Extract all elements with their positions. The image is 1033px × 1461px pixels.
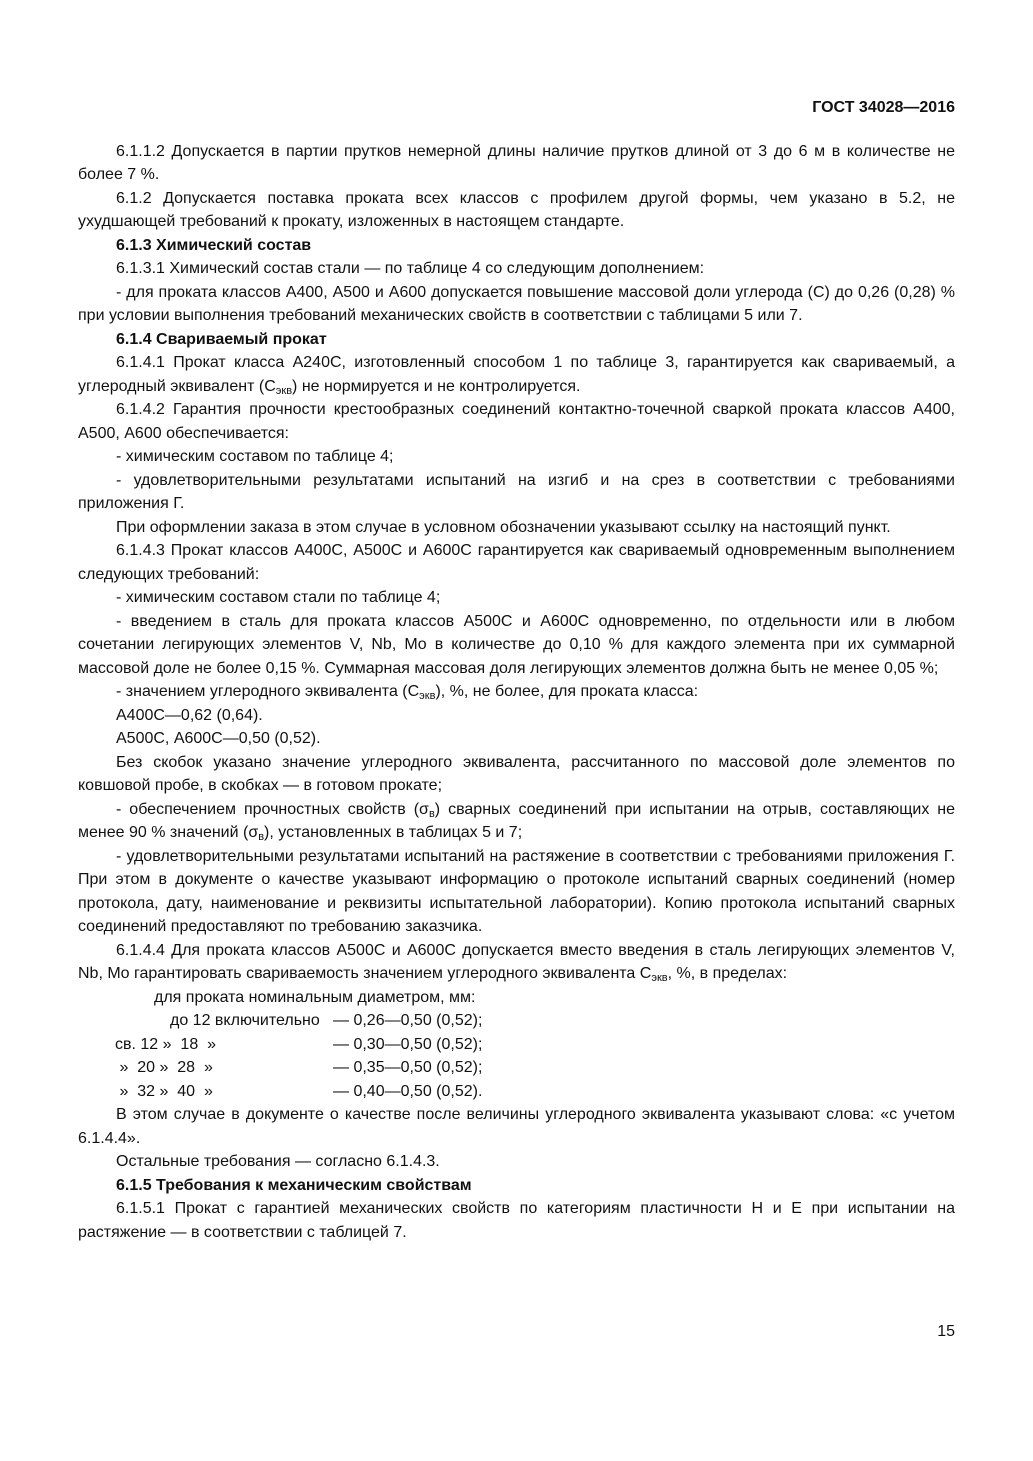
paragraph: - удовлетворительными результатами испытаний на растяжение в соответствии с требованиями приложения Г. При этом в документе о качестве указывают информацию о протоколе испытаний сварных соединений (номер протокола, дату, наименование и реквизиты испытательной лаборатории). Копию протокола испытаний сварных соединений предоставляют по требованию заказчика.: [78, 847, 955, 935]
diameter-range-line: [78, 1080, 955, 1104]
diameter-range-list: [78, 1009, 955, 1103]
paragraph: - химическим составом стали по таблице 4;: [116, 589, 441, 606]
diameter-range: св. 12 » 18 »: [115, 1035, 217, 1053]
paragraph: - значением углеродного эквивалента $(С_{экв})$, %, не более, для проката класса:: [116, 683, 699, 702]
paragraph: 6.1.4.4 Для проката классов А500С и А600С допускается вместо введения в сталь легирующих элементов V, Nb, Mo гарантировать свариваемость значением углеродного эквивалента $С_{экв}$, %, в пределах:: [78, 941, 955, 984]
diameter-range-line: [78, 1009, 955, 1033]
paragraph: 6.1.4.2 Гарантия прочности крестообразных соединений контактно-точечной сваркой проката классов А400, А500, А600 обеспечивается:: [78, 401, 955, 442]
paragraph: А400С—0,62 (0,64).: [116, 706, 263, 724]
carbon-equivalent-value: — 0,30—0,50 (0,52);: [333, 1035, 483, 1053]
paragraph: - удовлетворительными результатами испытаний на изгиб и на срез в соответствии с требованиями приложения Г.: [78, 471, 955, 512]
diameter-range: » 20 » 28 »: [115, 1059, 213, 1076]
paragraph: 6.1.4.1 Прокат класса А240С, изготовленный способом 1 по таблице 3, гарантируется как свариваемый, а углеродный эквивалент $(С_{экв})$ не нормируется и не контролируется.: [78, 354, 955, 397]
paragraph: А500С, А600С—0,50 (0,52).: [116, 730, 321, 747]
paragraph: - введением в сталь для проката классов А500С и А600С одновременно, по отдельности или в любом сочетании легирующих элементов V, Nb, Mo в количестве до 0,10 % для каждого элемента при их суммарной массовой доле не более 0,15 %. Суммарная массовая доля легирующих элементов должна быть не менее 0,05 %;: [78, 612, 955, 677]
paragraph: - обеспечением прочностных свойств $(\sigma_в)$ сварных соединений при испытании на отрыв, составляющих не менее 90 % значений $(\sigma_в)$, установленных в таблицах 5 и 7;: [78, 800, 956, 843]
page-number: 15: [937, 1323, 955, 1340]
paragraph: 6.1.4.3 Прокат классов А400С, А500С и А600С гарантируется как свариваемый одновременным выполнением следующих требований:: [78, 542, 955, 583]
paragraph: Остальные требования — согласно 6.1.4.3.: [116, 1153, 440, 1170]
diameter-range: до 12 включительно: [170, 1012, 320, 1029]
paragraph: Без скобок указано значение углеродного эквивалента, рассчитанного по массовой доле элементов по ковшовой пробе, в скобках — в готовом прокате;: [78, 753, 955, 794]
paragraph: 6.1.1.2 Допускается в партии прутков немерной длины наличие прутков длиной от 3 до 6 м в количестве не более 7 %.: [78, 142, 955, 183]
paragraph: - для проката классов А400, А500 и А600 допускается повышение массовой доли углерода (С) до 0,26 (0,28) % при условии выполнения требований механических свойств в соответствии с таблицами 5 или 7.: [78, 283, 955, 324]
subscript: экв: [419, 690, 436, 702]
subscript: в: [428, 807, 435, 820]
section-heading: 6.1.5 Требования к механическим свойствам: [116, 1176, 472, 1194]
paragraph: для проката номинальным диаметром, мм:: [154, 988, 476, 1006]
section-heading: 6.1.4 Свариваемый прокат: [116, 330, 327, 348]
carbon-equivalent-value: — 0,40—0,50 (0,52).: [333, 1082, 483, 1100]
paragraph: - химическим составом по таблице 4;: [116, 448, 394, 465]
carbon-equivalent-value: — 0,35—0,50 (0,52);: [333, 1059, 483, 1076]
paragraph: При оформлении заказа в этом случае в условном обозначении указывают ссылку на настоящий пункт.: [116, 518, 891, 536]
paragraph: 6.1.3.1 Химический состав стали — по таблице 4 со следующим дополнением:: [116, 260, 705, 277]
subscript: в: [258, 831, 265, 843]
doc-code-header: ГОСТ 34028—2016: [812, 99, 955, 116]
subscript: экв: [275, 384, 293, 397]
document-body: [78, 140, 955, 1245]
diameter-range-line: [78, 1033, 955, 1057]
paragraph: 6.1.5.1 Прокат с гарантией механических свойств по категориям пластичности Н и Е при испытании на растяжение — в соответствии с таблицей 7.: [78, 1200, 955, 1241]
paragraph: В этом случае в документе о качестве после величины углеродного эквивалента указывают слова: «с учетом 6.1.4.4».: [78, 1106, 955, 1147]
diameter-range: » 32 » 40 »: [115, 1082, 213, 1100]
subscript: экв: [651, 972, 668, 984]
paragraph: 6.1.2 Допускается поставка проката всех классов с профилем другой формы, чем указано в 5.2, не ухудшающей требований к прокату, изложенных в настоящем стандарте.: [78, 189, 955, 230]
section-heading: 6.1.3 Химический состав: [116, 236, 312, 254]
carbon-equivalent-value: — 0,26—0,50 (0,52);: [333, 1012, 483, 1029]
diameter-range-line: [78, 1056, 955, 1080]
